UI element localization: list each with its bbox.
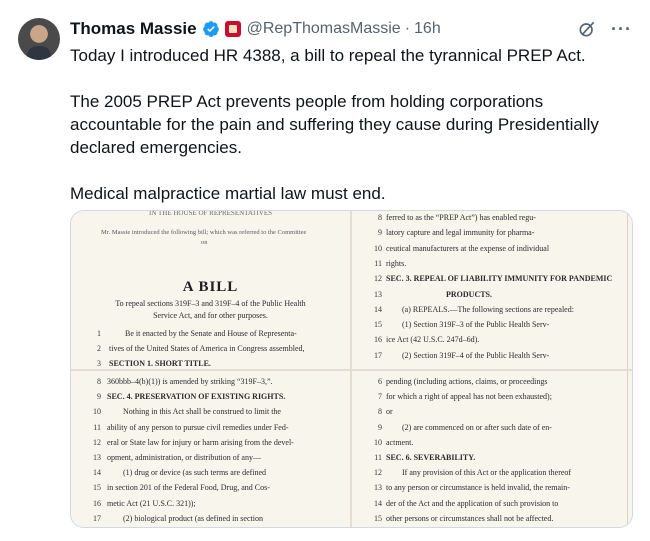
author-name[interactable]: Thomas Massie	[70, 19, 197, 38]
bill-line-text: (2) are commenced on or after such date of en-	[402, 422, 552, 432]
bill-page-bottom-right	[352, 371, 633, 528]
bill-line-text: SEC. 6. SEVERABILITY.	[386, 453, 476, 462]
bill-line-text: (1) Section 319F–3 of the Public Health Serv-	[402, 320, 550, 330]
bill-title: A BILL	[182, 279, 239, 295]
bill-line-text: other persons or circumstances shall not be affected.	[386, 513, 554, 523]
bill-line-text: PRODUCTS.	[446, 289, 493, 299]
bill-line-text: to any person or circumstance is held invalid, the remain-	[386, 483, 570, 493]
line-number: 14	[93, 468, 101, 478]
tweet-body	[70, 44, 630, 205]
line-number: 6	[378, 377, 382, 386]
line-number: 8	[378, 407, 382, 417]
bill-page-top-right	[352, 211, 633, 369]
line-number: 14	[374, 498, 382, 508]
line-number: 9	[97, 392, 101, 402]
bill-line-text: or	[386, 407, 393, 417]
line-number: 17	[374, 350, 382, 360]
bill-line-text: in section 201 of the Federal Food, Drug, and Cos-	[107, 483, 270, 493]
line-number: 11	[93, 422, 101, 432]
bill-page-bottom-left	[71, 371, 350, 528]
grok-icon[interactable]	[577, 19, 597, 39]
purpose-line-2: Service Act, and for other purposes.	[153, 311, 268, 320]
line-number: 10	[374, 437, 382, 447]
bill-line-text: metic Act (21 U.S.C. 321));	[107, 498, 196, 508]
line-number: 13	[374, 483, 382, 493]
line-number: 15	[93, 483, 101, 493]
bill-page-top-left	[71, 211, 350, 369]
page-heading-cut: IN THE HOUSE OF REPRESENTATIVES	[149, 210, 272, 217]
line-number: 11	[374, 258, 382, 268]
bill-line-text: der of the Act and the application of such provision to	[386, 498, 559, 508]
bill-line-text: (1) drug or device (as such terms are defined	[123, 468, 267, 478]
line-number: 14	[374, 304, 382, 314]
more-icon[interactable]: ···	[611, 18, 632, 39]
bill-line-text: 360bbb–4(b)(1)) is amended by striking “319F–3,”.	[107, 377, 273, 386]
bill-line-text: SECTION 1. SHORT TITLE.	[109, 359, 211, 368]
line-number: 13	[93, 453, 101, 462]
line-number: 10	[374, 243, 382, 253]
line-number: 7	[378, 392, 382, 402]
tweet-header	[70, 17, 632, 41]
bill-line-text: Be it enacted by the Senate and House of Representa-	[125, 329, 297, 338]
bill-line-text: Nothing in this Act shall be construed to limit the	[123, 407, 281, 417]
tweet-paragraph: Today I introduced HR 4388, a bill to repeal the tyrannical PREP Act.	[70, 46, 586, 65]
bill-line-text: SEC. 4. PRESERVATION OF EXISTING RIGHTS.	[107, 392, 286, 402]
bill-line-text: (2) biological product (as defined in section	[123, 513, 263, 523]
bill-line-text: SEC. 3. REPEAL OF LIABILITY IMMUNITY FOR PANDEMIC	[386, 274, 613, 284]
bill-line-text: ferred to as the “PREP Act”) has enabled regu-	[386, 213, 536, 222]
line-number: 16	[374, 335, 382, 345]
bill-line-text: actment.	[386, 437, 414, 447]
line-number: 12	[374, 468, 382, 478]
author-handle[interactable]: @RepThomasMassie	[246, 20, 401, 37]
flag-icon	[225, 21, 241, 37]
bill-line-text: (a) REPEALS.—The following sections are repealed:	[402, 304, 574, 314]
line-number: 10	[93, 407, 101, 417]
verified-badge-icon	[202, 20, 220, 38]
bill-line-text: If any provision of this Act or the application thereof	[402, 468, 572, 478]
separator-dot: ·	[404, 20, 411, 37]
purpose-line-1: To repeal sections 319F–3 and 319F–4 of the Public Health	[115, 299, 306, 308]
line-number: 9	[378, 228, 382, 238]
line-number: 2	[97, 344, 101, 353]
line-number: 1	[97, 329, 101, 338]
line-number: 12	[374, 274, 382, 284]
bill-line-text: (2) Section 319F–4 of the Public Health Serv-	[402, 350, 550, 360]
line-number: 8	[378, 213, 382, 222]
line-number: 17	[93, 513, 101, 523]
bill-line-text: eral or State law for injury or harm arising from the devel-	[107, 437, 294, 447]
line-number: 11	[374, 453, 382, 462]
tweet-paragraph: The 2005 PREP Act prevents people from holding corporations accountable for the pain and suffering they cause during Presidentially declared emergencies.	[70, 92, 599, 157]
bill-line-text: rights.	[386, 258, 407, 268]
tweet-paragraph: Medical malpractice martial law must end.	[70, 184, 386, 203]
intro-on: on	[201, 239, 208, 246]
avatar[interactable]	[18, 18, 60, 60]
bill-line-text: pending (including actions, claims, or proceedings	[386, 377, 548, 386]
timestamp[interactable]: 16h	[414, 20, 441, 37]
bill-line-text: ability of any person to pursue civil remedies under Fed-	[107, 422, 289, 432]
collage-divider-horizontal	[71, 369, 633, 371]
bill-line-text: tives of the United States of America in Congress assembled,	[109, 344, 305, 353]
line-number: 8	[97, 377, 101, 386]
line-number: 13	[374, 289, 382, 299]
line-number: 12	[93, 437, 101, 447]
intro-text: Mr. Massie introduced the following bill; which was referred to the Committee	[101, 229, 307, 236]
line-number: 9	[378, 422, 382, 432]
bill-line-text: for which a right of appeal has not been exhausted);	[386, 392, 552, 402]
bill-line-text: ice Act (42 U.S.C. 247d–6d).	[386, 335, 480, 345]
line-number: 3	[97, 359, 101, 368]
attached-image[interactable]	[70, 210, 633, 528]
line-number: 16	[93, 498, 101, 508]
line-number: 15	[374, 513, 382, 523]
line-number: 15	[374, 320, 382, 330]
bill-line-text: latory capture and legal immunity for pharma-	[386, 228, 535, 238]
bill-line-text: ceutical manufacturers at the expense of individual	[386, 243, 550, 253]
bill-line-text: opment, administration, or distribution of any—	[107, 453, 261, 462]
